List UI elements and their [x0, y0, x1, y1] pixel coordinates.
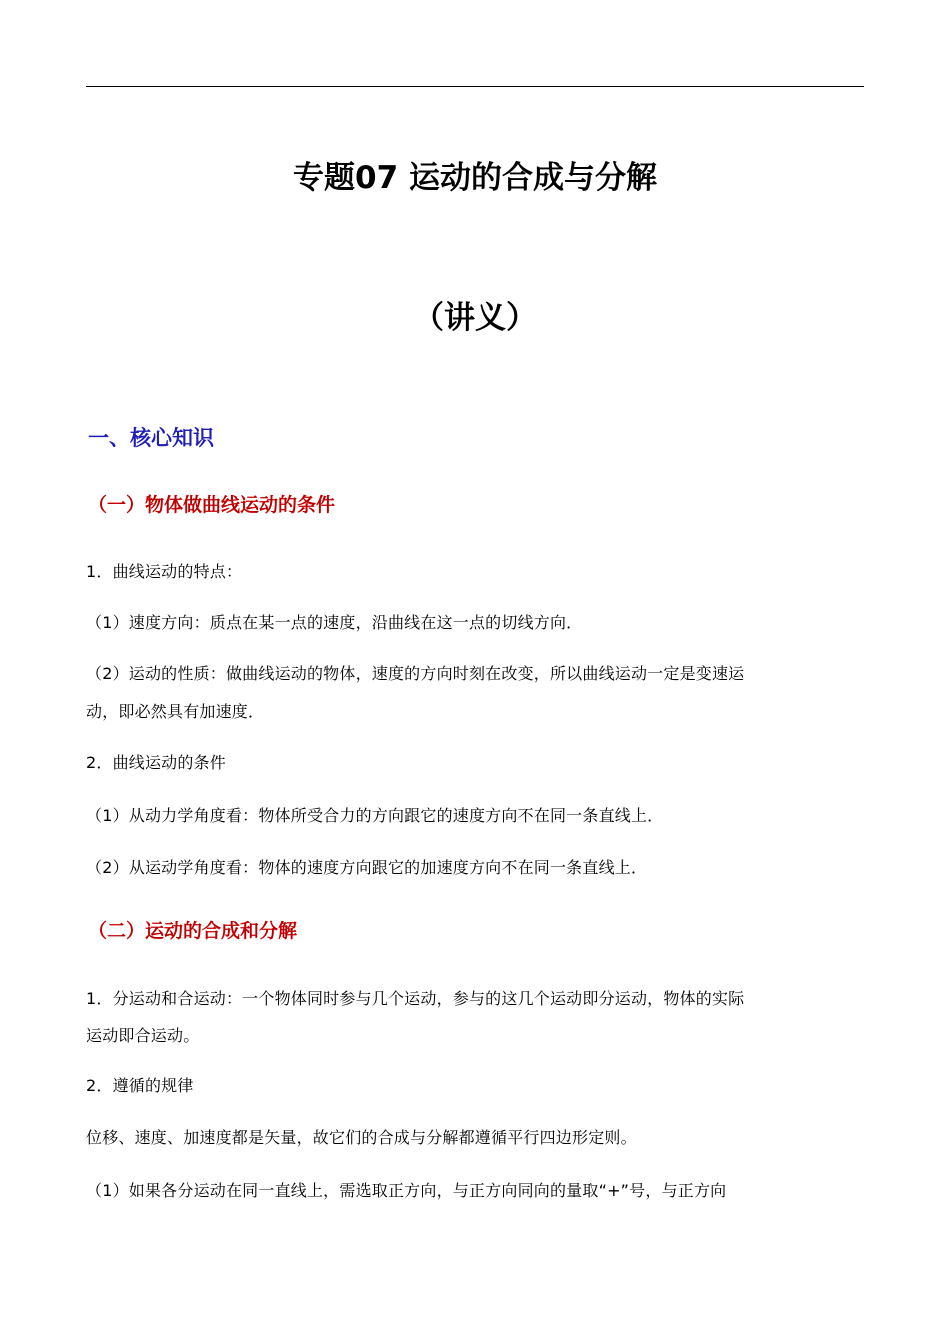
- paragraph-line: （1）速度方向：质点在某一点的速度，沿曲线在这一点的切线方向．: [86, 613, 583, 632]
- paragraph-line: 2．曲线运动的条件: [86, 753, 226, 772]
- paragraph-line: 位移、速度、加速度都是矢量，故它们的合成与分解都遵循平行四边形定则。: [86, 1128, 637, 1147]
- page-subtitle: （讲义）: [413, 300, 537, 336]
- paragraph-line: 1．分运动和合运动：一个物体同时参与几个运动，参与的这几个运动即分运动，物体的实际: [86, 989, 745, 1008]
- paragraph-line: （2）从运动学角度看：物体的速度方向跟它的加速度方向不在同一条直线上．: [86, 858, 648, 877]
- paragraph-line: 动，即必然具有加速度．: [86, 702, 265, 721]
- paragraph-line: （1）从动力学角度看：物体所受合力的方向跟它的速度方向不在同一条直线上．: [86, 806, 664, 825]
- paragraph-line: 1．曲线运动的特点：: [86, 562, 243, 581]
- paragraph-line: （2）运动的性质：做曲线运动的物体，速度的方向时刻在改变，所以曲线运动一定是变速运: [86, 664, 745, 683]
- header-rule: [86, 86, 864, 87]
- subsection-heading-motion-composition: （二）运动的合成和分解: [88, 920, 298, 942]
- paragraph-line: 2．遵循的规律: [86, 1076, 194, 1095]
- subsection-heading-curve-motion-conditions: （一）物体做曲线运动的条件: [88, 494, 336, 516]
- paragraph-line: 运动即合运动。: [86, 1026, 200, 1045]
- page-title: 专题07 运动的合成与分解: [293, 160, 657, 196]
- paragraph-line: （1）如果各分运动在同一直线上，需选取正方向，与正方向同向的量取“+”号，与正方向: [86, 1181, 727, 1200]
- section-heading-core-knowledge: 一、核心知识: [88, 426, 214, 450]
